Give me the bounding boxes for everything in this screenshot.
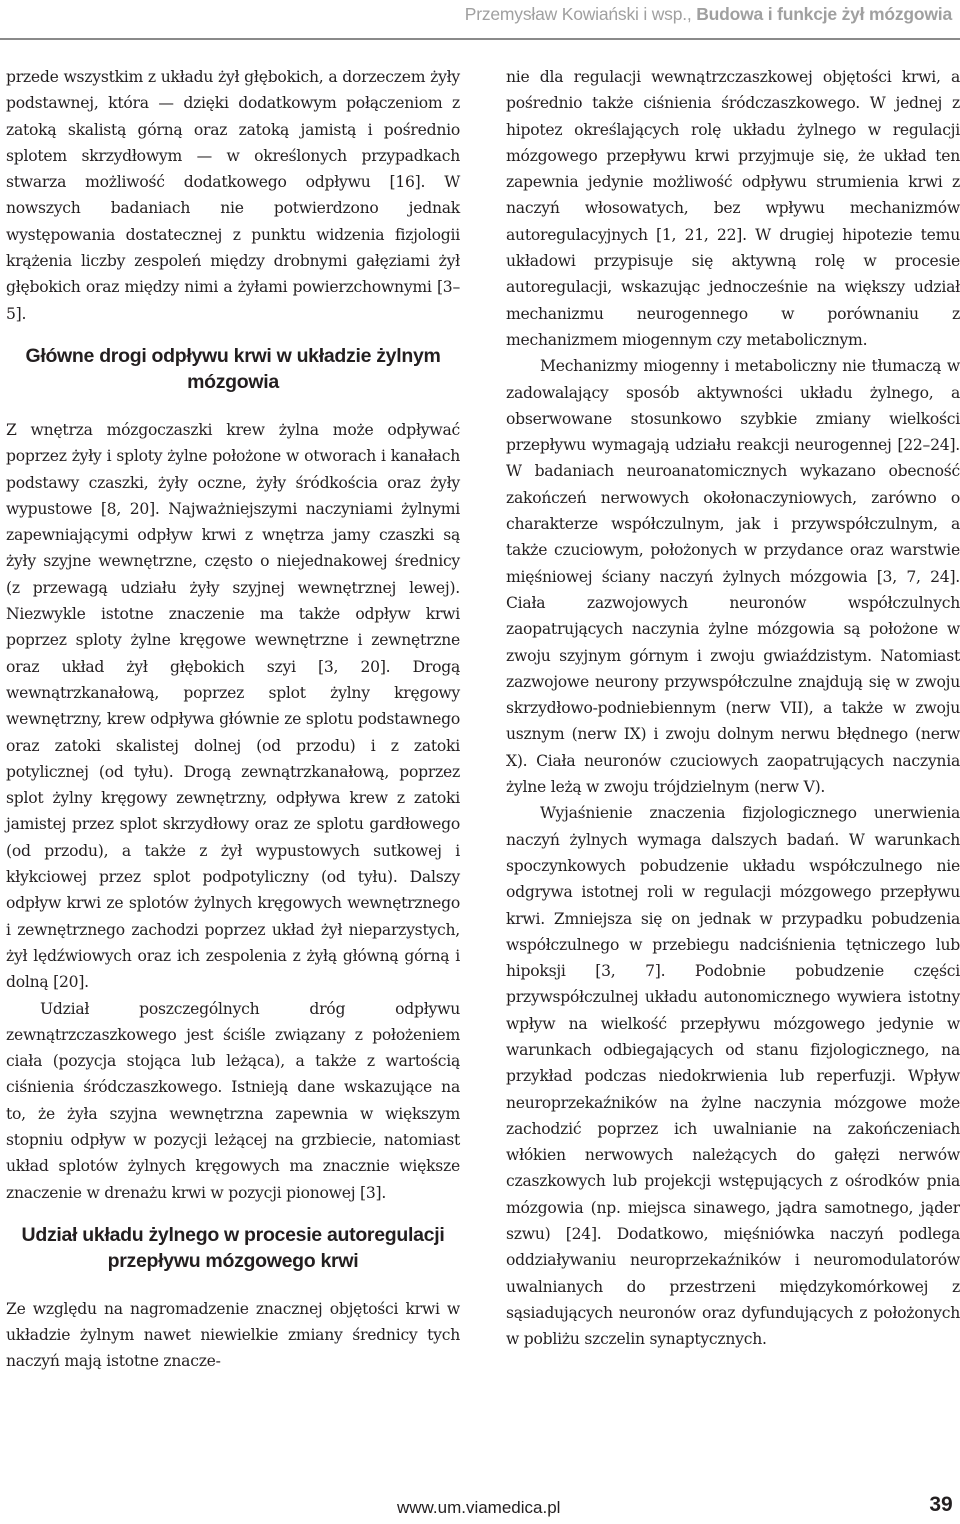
- header-authors: Przemysław Kowiański i wsp.: [464, 4, 687, 24]
- running-header: [465, 4, 952, 25]
- right-column: [506, 64, 960, 1353]
- left-paragraph-3: Udział poszczególnych dróg odpływu zewnątrzczaszkowego jest ściśle związany z położeniem ciała (pozycja stojąca lub leżąca), a także z wartością ciśnienia śródczaszkowego. Istnieją dane wskazujące na to, że żyła szyjna wewnętrzna zapewnia w większym stopniu odpływ w pozycji leżącej na grzbiecie, natomiast układ splotów żylnych kręgowych ma znacznie większe znaczenie w drenażu krwi w pozycji pionowej [3].: [6, 999, 460, 1202]
- left-column: [6, 64, 460, 1375]
- section-heading-autoregulation: Udział układu żylnego w procesie autoregulacji przepływu mózgowego krwi: [21, 1223, 445, 1272]
- right-paragraph-1: nie dla regulacji wewnątrzczaszkowej objętości krwi, a pośrednio także ciśnienia śródczaszkowego. W jednej z hipotez określających rolę układu żylnego w regulacji mózgowego przepływu krwi przyjmuje się, że układ ten zapewnia jedynie możliwość odpływu strumienia krwi z naczyń włosowatych, bez wpływu mechanizmów autoregulacyjnych [1, 21, 22]. W drugiej hipotezie temu układowi przypisuje się aktywną rolę w procesie autoregulacji, wskazując jednocześnie na większy udział mechanizmu neurogennego w porównaniu z mechanizmem miogennym czy metabolicznym.: [506, 68, 960, 349]
- page-number: 39: [929, 1493, 953, 1516]
- left-paragraph-2: Z wnętrza mózgoczaszki krew żylna może odpływać poprzez żyły i sploty żylne położone w otworach i kanałach podstawy czaszki, żyły oczne, żyły śródkościa oraz żyły wypustowe [8, 20]. Najważniejszymi naczyniami żylnymi zapewniającymi odpływ krwi z wnętrza jamy czaszki są żyły szyjne wewnętrzne, często o niejednakowej średnicy (z przewagą udziału żyły szyjnej wewnętrznej lewej). Niezwykle istotne znaczenie ma także odpływ krwi poprzez sploty żylne kręgowe wewnętrzne i zewnętrzne oraz układ żył głębokich szyi [3, 20]. Drogą wewnątrzkanałową, poprzez splot żylny kręgowy wewnętrzny, krew odpływa głównie ze splotu podstawnego oraz zatoki skalistej dolnej (od przodu) i z zatoki potylicznej (od tyłu). Drogą zewnątrzkanałową, poprzez splot żylny kręgowy zewnętrzny, odpływa krew z zatoki jamistej przez splot skrzydłowy oraz ze splotu gardłowego (od przodu), a także z żył wypustowych sutkowej i kłykciowej przez splot podpotyliczny (od tyłu). Dalszy odpływ krwi ze splotów żylnych kręgowych wewnętrznego i zewnętrznego zachodzi poprzez układ żył nieparzystych, żył lędźwiowych oraz ich zespolenia z żyłą główną górną i dolną [20].: [6, 420, 460, 992]
- journal-url: www.um.viamedica.pl: [397, 1498, 561, 1517]
- right-paragraph-2: Mechanizmy miogenny i metaboliczny nie tłumaczą w zadowalający sposób aktywności układu żylnego, a obserwowane stosunkowo szybkie zmiany wielkości przepływu wymagają udziału reakcji neurogennej [22–24]. W badaniach neuroanatomicznych wykazano obecność zakończeń nerwowych okołonaczyniowych, zarówno o charakterze współczulnym, jak i przywspółczulnym, a także czuciowym, położonych w przydance oraz warstwie mięśniowej ściany naczyń żylnych mózgowia [3, 7, 24]. Ciała zazwojowych neuronów współczulnych zaopatrujących naczynia żylne mózgowia są położone w zwoju szyjnym górnym i zwoju gwiaździstym. Natomiast zazwojowe neurony przywspółczulne znajdują się w zwoju skrzydłowo-podniebiennym (nerw VII), a także w zwoju usznym (nerw IX) i zwoju dolnym nerwu błędnego (nerw X). Ciała neuronów czuciowych zaopatrujących naczynia żylne leżą w zwoju trójdzielnym (nerw V).: [506, 357, 960, 797]
- header-separator: ,: [686, 4, 697, 24]
- header-article-title: Budowa i funkcje żył mózgowia: [696, 4, 952, 24]
- left-paragraph-4: Ze względu na nagromadzenie znacznej objętości krwi w układzie żylnym nawet niewielkie zmiany średnicy tych naczyń mają istotne znacze-: [6, 1299, 460, 1371]
- left-paragraph-1: przede wszystkim z układu żył głębokich, a dorzeczem żyły podstawnej, która — dzięki dodatkowym połączeniom z zatoką skalistą górną oraz zatoką jamistą i pośrednio splotem skrzydłowym — w określonych przypadkach stwarza możliwość dodatkowego odpływu [16]. W nowszych badaniach nie potwierdzono jednak występowania dostatecznej z punktu widzenia fizjologii krążenia liczby zespoleń między drobnymi gałęziami żył głębokich oraz między nimi a żyłami powierzchownymi [3–5].: [6, 68, 460, 323]
- right-paragraph-3: Wyjaśnienie znaczenia fizjologicznego unerwienia naczyń żylnych wymaga dalszych badań. W warunkach spoczynkowych pobudzenie układu współczulnego nie odgrywa istotnej roli w regulacji mózgowego przepływu krwi. Zmniejsza się on jednak w przypadku pobudzenia współczulnego w przebiegu nadciśnienia tętniczego lub hipoksji [3, 7]. Podobnie pobudzenie części przywspółczulnej układu autonomicznego wywiera istotny wpływ na wielkość przepływu mózgowego jedynie w warunkach odbiegających od stanu fizjologicznego, na przykład podczas niedokrwienia lub reperfuzji. Wpływ neuroprzekaźników na żylne naczynia mózgowe może zachodzić poprzez ich uwalnianie na zakończeniach włókien nerwowych należących do gałęzi nerwów czaszkowych lub projekcji wstępujących z ośrodków pnia mózgowia (np. miejsca sinawego, jądra samotnego, jąder szwu) [24]. Dodatkowo, mięśniówka naczyń podlega oddziaływaniu neuroprzekaźników i neuromodulatorów uwalnianych do przestrzeni międzykomórkowej z sąsiadujących neuronów oraz dyfundujących z położonych w pobliżu szczelin synaptycznych.: [506, 804, 960, 1349]
- section-heading-venous-outflow: Główne drogi odpływu krwi w układzie żylnym mózgowia: [25, 344, 441, 393]
- header-rule: [0, 38, 960, 40]
